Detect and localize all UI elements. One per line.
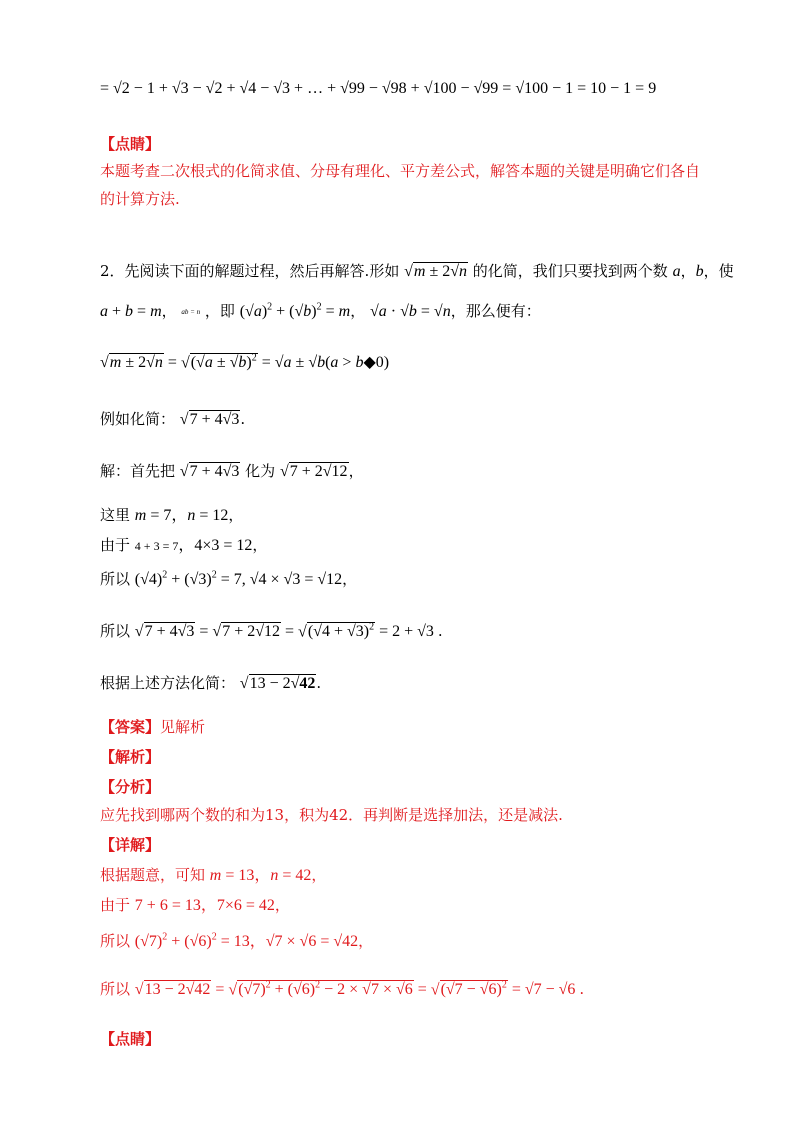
- fenxi-text: 应先找到哪两个数的和为13，积为42．再判断是选择加法，还是减法.: [100, 806, 563, 824]
- final-prompt-line: 根据上述方法化简： √13 − 2√42.: [100, 674, 322, 692]
- var-a: a: [672, 263, 681, 280]
- formula-sqrt-7-4sqrt3-b: √7 + 4√3: [179, 463, 240, 480]
- problem2-condition-line: a + b = m， ab = n ，即 $(√a)^2 + (√b)^2 = m$， √a · √b = √n，那么便有：: [100, 301, 541, 320]
- formula-a-plus-b: a + b = m: [100, 303, 162, 320]
- xiangjie-line-2: 由于 7 + 6 = 13，7×6 = 42，: [100, 896, 290, 914]
- since-line: 由于 4 + 3 = 7，4×3 = 12，: [100, 536, 268, 554]
- formula-sqrt-m-2sqrtn: √m ± 2√n: [404, 263, 468, 280]
- xiangjie-since-label: 由于: [100, 896, 131, 914]
- var-b: b: [695, 263, 704, 280]
- dianjing-heading-2: 【点睛】: [100, 1030, 161, 1048]
- formula-sqrt-13-2sqrt42: √13 − 2√42: [239, 675, 316, 692]
- formula-4-3-sum-product: 4 + 3 = 7，4×3 = 12: [134, 537, 253, 554]
- telescoping-formula-text: = √2 − 1 + √3 − √2 + √4 − √3 + … + √99 − √98 + √100 − √99 = √100 − 1 = 10 − 1 = 9: [100, 80, 657, 97]
- general-identity-formula: $√m \pm 2√n = √(√a \pm √b)^2 = √a \pm √b(a$ > b◆0): [100, 352, 390, 371]
- so-label-2: 所以: [100, 622, 131, 640]
- xiangjie-line-1: 根据题意，可知 m = 13，n = 42，: [100, 866, 327, 884]
- answer-tag: 【答案】: [100, 718, 161, 736]
- formula-m-7-n-12: m = 7，n = 12: [134, 507, 229, 524]
- xiangjie-so-label-1: 所以: [100, 932, 131, 950]
- solution-first-line: 解：首先把 √7 + 4√3 化为 √7 + 2√12，: [100, 462, 364, 480]
- final-prompt: 根据上述方法化简：: [100, 674, 236, 692]
- problem2-lead-after: 的化简，我们只要找到两个数: [472, 262, 668, 280]
- xiangjie-so-label-2: 所以: [100, 980, 131, 998]
- telescoping-formula: [100, 80, 656, 98]
- solution-mid: 化为: [245, 462, 276, 480]
- xiangjie-heading: 【详解】: [100, 836, 161, 854]
- formula-squares-7-6: $(√7)^2 + (√6)^2 = 13$，√7 × √6 = √42: [134, 931, 359, 950]
- answer-text: 见解析: [160, 718, 206, 736]
- formula-product: √a · √b = √n: [370, 303, 451, 320]
- formula-sqrt-7-4sqrt3: √7 + 4√3: [179, 411, 240, 428]
- formula-m-13-n-42: m = 13，n = 42: [209, 867, 312, 884]
- formula-squares-sum: $(√a)^2 + (√b)^2 = m$: [239, 301, 351, 320]
- jiexi-heading: 【解析】: [100, 748, 161, 766]
- dianjing-text-1: 本题考查二次根式的化简求值、分母有理化、平方差公式，解答本题的关键是明确它们各自的计算方法.: [100, 162, 701, 208]
- answer-line: [100, 716, 205, 737]
- xiangjie-line-4: 所以 $√13 - 2√42 = √(√7)^2 + (√6)^2 - 2 \times √7 \times √6 = √(√7 - √6)^2 = √7 - √6$ .: [100, 979, 585, 998]
- problem2-ji: ，即: [204, 302, 235, 320]
- here-label: 这里: [100, 506, 131, 524]
- formula-squares-4-3: $(√4)^2 + (√3)^2 = 7$, √4 × √3 = √12: [134, 569, 343, 588]
- problem2-intro-line: 2．先阅读下面的解题过程，然后再解答.形如 √m ± 2√n 的化简，我们只要找到两个数 a，b，使: [100, 262, 734, 280]
- example-label: 例如化简：: [100, 410, 176, 428]
- here-line: 这里 m = 7，n = 12，: [100, 506, 244, 524]
- problem2-lead-end: ，使: [703, 262, 734, 280]
- so-label-1: 所以: [100, 570, 131, 588]
- so-line-2: 所以 $√7 + 4√3 = √7 + 2√12 = √(√4 + √3)^2 = 2 + √3$ .: [100, 621, 443, 640]
- solution-label: 解：首先把: [100, 462, 176, 480]
- xiangjie-line1-label: 根据题意，可知: [100, 866, 206, 884]
- problem2-line2-end: ，那么便有：: [450, 302, 541, 320]
- formula-sqrt-7-2sqrt12: √7 + 2√12: [279, 463, 348, 480]
- formula-example-result: $√7 + 4√3 = √7 + 2√12 = √(√4 + √3)^2 = 2 + √3$: [134, 621, 438, 640]
- dianjing-heading-1: 【点睛】: [100, 135, 161, 153]
- example-line: 例如化简： √7 + 4√3.: [100, 410, 246, 428]
- problem2-lead: 2．先阅读下面的解题过程，然后再解答.形如: [100, 262, 400, 280]
- since-label: 由于: [100, 536, 131, 554]
- fenxi-heading: 【分析】: [100, 778, 161, 796]
- formula-7-6-sum-product: 7 + 6 = 13，7×6 = 42: [134, 897, 275, 914]
- xiangjie-line-3: 所以 $(√7)^2 + (√6)^2 = 13$，√7 × √6 = √42，: [100, 931, 374, 950]
- so-line-1: 所以 $(√4)^2 + (√3)^2 = 7$, √4 × √3 = √12，: [100, 569, 358, 588]
- formula-final-result: $√13 - 2√42 = √(√7)^2 + (√6)^2 - 2 \times √7 \times √6 = √(√7 - √6)^2 = √7 - √6$: [134, 979, 580, 998]
- formula-ab-n: ab = n: [181, 308, 201, 316]
